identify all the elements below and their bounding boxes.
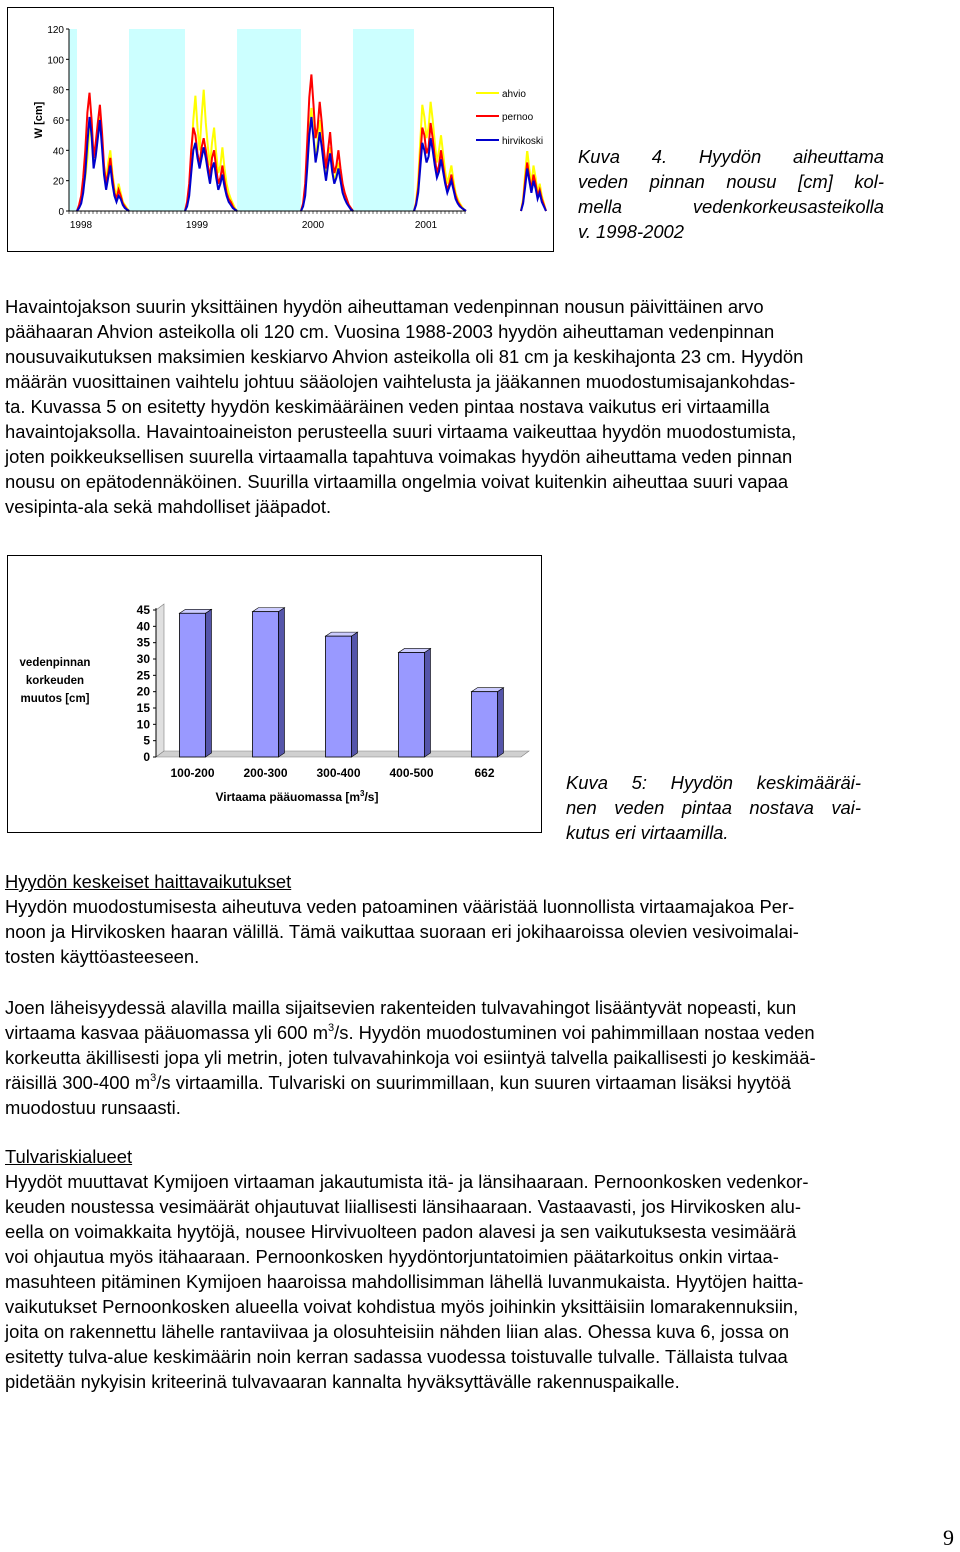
x-tick-label: 1999 (185, 220, 209, 231)
x-tick-label: 662 (474, 766, 495, 780)
bar-300-400 (326, 636, 352, 757)
paragraph-1 (5, 294, 940, 519)
legend-ahvio: ahvio (502, 89, 526, 100)
text-line: vesipinta-ala sekä mahdolliset jääpadot. (5, 496, 332, 517)
text-line: muodostuu runsaasti. (5, 1097, 181, 1118)
y-tick-label: 45 (136, 603, 150, 617)
paragraph-4 (5, 1169, 940, 1394)
x-axis-label: Virtaama pääuomassa $[m^3/s]$ (215, 789, 379, 804)
y-tick-label: 120 (47, 25, 64, 36)
paragraph-2 (5, 894, 940, 969)
text-line: joita on rakennettu lähelle rantaviivaa ja olosuhteisiin nähden liian alas. Ohessa kuva 6, jossa on (5, 1321, 790, 1342)
x-tick-label: 100-200 (170, 766, 215, 780)
section-heading-tulvariskialueet: Tulvariskialueet (5, 1146, 133, 1167)
bar-top (253, 608, 285, 612)
legend (474, 81, 550, 151)
bar-top (326, 632, 358, 636)
text-line: räisillä 300-400 $m^3/s$ virtaamilla. Tulvariski on suurimmillaan, kun suuren virtaaman lisäksi hyytöä (5, 1071, 791, 1093)
figure4-caption-line: mella vedenkorkeusasteikolla (578, 196, 884, 217)
bar-400-500 (399, 652, 425, 757)
text-line: tosten käyttöasteeseen. (5, 946, 200, 967)
y-axis-label: W [cm] (33, 101, 45, 139)
y-tick-label: 80 (52, 85, 64, 97)
text-line: nousu on epätodennäköinen. Suurilla virtaamilla ongelmia voivat kuitenkin aiheuttaa suuri vapaa (5, 471, 789, 492)
bar-side (352, 632, 358, 757)
bar-top (472, 688, 504, 692)
x-tick-label: 200-300 (243, 766, 288, 780)
text-line: Hyydöt muuttavat Kymijoen virtaaman jakautumista itä- ja länsihaaraan. Pernoonkosken vedenkor- (5, 1171, 809, 1192)
y-tick-label: 0 (143, 750, 150, 764)
x-tick-label: 2001 (414, 220, 438, 231)
figure4-caption (578, 144, 884, 244)
y-tick-label: 20 (52, 176, 64, 188)
text-line: masuhteen pitäminen Kymijoen haaroissa mahdollisimman lähellä luvanmukaista. Hyytöjen haitta- (5, 1271, 804, 1292)
x-tick-label: 400-500 (389, 766, 434, 780)
bar-top (399, 648, 431, 652)
figure5-caption-line: Kuva 5: Hyydön keskimääräi- (566, 772, 861, 793)
bar-100-200 (180, 613, 206, 757)
y-tick-label: 0 (58, 207, 64, 218)
bar-side (279, 608, 285, 757)
text-line: nousuvaikutuksen maksimien keskiarvo Ahvion asteikolla oli 81 cm ja keskihajonta 23 cm. Hyydön (5, 346, 804, 367)
svg-text:vedenpinnankorkeudenmuutos [cm: vedenpinnan korkeuden muutos [cm] (19, 657, 91, 705)
y-tick-label: 100 (47, 55, 64, 67)
y-tick-label: 40 (136, 619, 150, 634)
y-axis-label (20, 657, 91, 705)
y-tick-label: 40 (52, 146, 64, 158)
page-number: 9 (943, 1525, 954, 1550)
x-tick-label: 300-400 (316, 766, 361, 780)
figure4-caption-line: v. 1998-2002 (578, 221, 684, 242)
figure4-chart (7, 7, 554, 252)
figure5-caption-line: kutus eri virtaamilla. (566, 822, 729, 843)
figure4-caption-line: Kuva 4. Hyydön aiheuttama (578, 146, 884, 167)
y-tick-label: 20 (136, 684, 150, 699)
bar-side (206, 609, 212, 757)
y-tick-label: 35 (136, 635, 150, 650)
text-line: Havaintojakson suurin yksittäinen hyydön aiheuttaman vedenpinnan nousun päivittäinen arvo (5, 296, 764, 317)
text-line: ta. Kuvassa 5 on esitetty hyydön keskimääräinen veden pintaa nostava vaikutus eri virtaamilla (5, 396, 770, 417)
y-tick-label: 60 (52, 116, 64, 127)
bar-top (180, 609, 212, 613)
x-tick-label: 1998 (69, 220, 93, 231)
text-line: havaintojaksolla. Havaintoaineiston perusteella suuri virtaama vaikeuttaa hyydön muodostumista, (5, 421, 797, 442)
text-line: Hyydön muodostumisesta aiheutuva veden patoaminen vääristää luonnollista virtaamajakoa Per- (5, 896, 795, 917)
y-tick-label: 30 (136, 652, 150, 666)
legend-hirvikoski: hirvikoski (502, 136, 544, 147)
x-tick-label: 2000 (301, 220, 325, 231)
y-tick-label: 10 (136, 717, 150, 732)
text-line: noon ja Hirvikosken haaran välillä. Tämä vaikuttaa suoraan eri jokihaaroissa olevien vesivoimalai- (5, 921, 799, 942)
text-line: esitetty tulva-alue keskimäärin noin kerran sadassa vuodessa toistuvalle tulvalle. Tällaista tulvaa (5, 1346, 788, 1367)
y-tick-label: 5 (143, 733, 150, 748)
y-tick-label: 25 (136, 668, 150, 683)
section-heading-haittavaikutukset: Hyydön keskeiset haittavaikutukset (5, 871, 292, 892)
text-line: virtaama kasvaa pääuomassa yli 600 $m^3/s$. Hyydön muodostuminen voi pahimmillaan nostaa veden (5, 1021, 815, 1043)
bar-662 (472, 692, 498, 757)
text-line: voi ohjautua myös itähaaraan. Pernoonkosken hyydöntorjuntatoimien päätarkoitus onkin virtaa- (5, 1246, 779, 1267)
text-line: eella on voimakkaita hyytöjä, nousee Hirvivuolteen padon alavesi ja sen vaikutuksesta vesimäärä (5, 1221, 797, 1242)
text-line: korkeutta äkillisesti jopa yli metrin, joten tulvavahinkoja voi esiintyä talvella paikallisesti jo keskimää- (5, 1047, 816, 1068)
text-line: joten poikkeuksellisen suurella virtaamalla tapahtuva voimakas hyydön aiheuttama veden pinnan (5, 446, 793, 467)
bar-side (498, 688, 504, 757)
figure5-chart (7, 555, 542, 833)
y-tick-label: 15 (136, 701, 150, 715)
text-line: vaikutukset Pernoonkosken alueella voivat kohdistua myös joihinkin yksittäisiin lomarakennuksiin, (5, 1296, 799, 1317)
paragraph-3 (5, 995, 940, 1120)
bar-side (425, 648, 431, 757)
text-line: pidetään nykyisin kriteerinä tulvavaaran kannalta hyväksyttävälle rakennuspaikalle. (5, 1371, 680, 1392)
text-line: päähaaran Ahvion asteikolla oli 120 cm. Vuosina 1988-2003 hyydön aiheuttaman vedenpinnan (5, 321, 775, 342)
bar-200-300 (253, 612, 279, 757)
text-line: keuden noustessa vesimäärät ohjautuvat liiallisesti länsihaaraan. Vastaavasti, jos Hirvikosken alu- (5, 1196, 801, 1217)
figure5-caption-line: nen veden pintaa nostava vai- (566, 797, 861, 818)
text-line: Joen läheisyydessä alavilla mailla sijaitsevien rakenteiden tulvavahingot lisääntyvät nopeasti, kun (5, 997, 797, 1018)
text-line: määrän vuosittainen vaihtelu johtuu sääolojen vaihtelusta ja jääkannen muodostumisajankohdas- (5, 371, 796, 392)
figure5-caption (566, 770, 861, 845)
figure4-caption-line: veden pinnan nousu [cm] kol- (578, 171, 884, 192)
legend-pernoo: pernoo (502, 112, 534, 123)
